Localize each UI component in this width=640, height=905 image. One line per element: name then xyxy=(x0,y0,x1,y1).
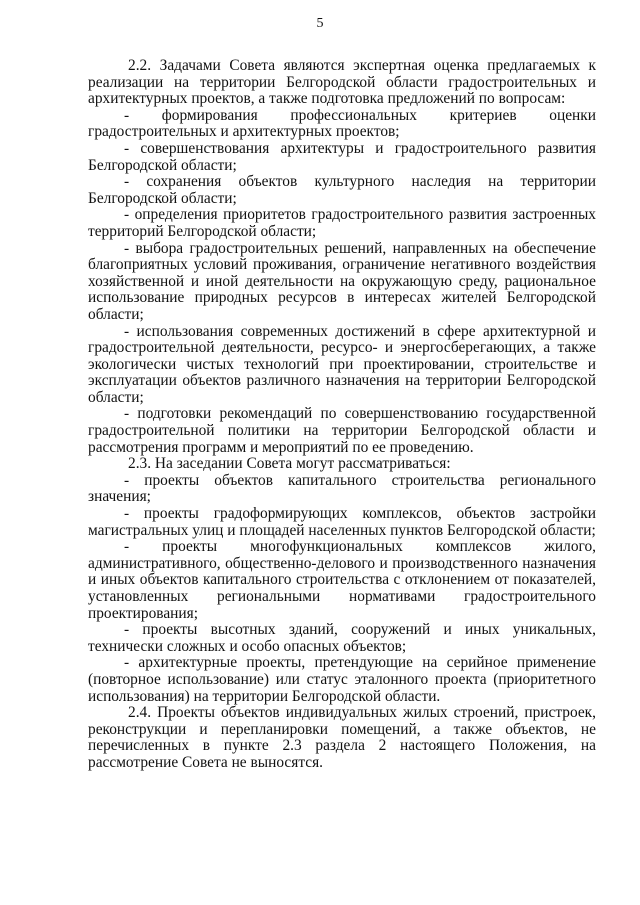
list-item: - определения приоритетов градостроительного развития застроенных территорий Белгородской области; xyxy=(88,206,596,240)
list-item: - совершенствования архитектуры и градостроительного развития Белгородской области; xyxy=(88,139,596,174)
page-number: 5 xyxy=(316,16,324,31)
list-item: - сохранения объектов культурного наследия на территории Белгородской области; xyxy=(88,173,596,207)
list-item: - архитектурные проекты, претендующие на серийное применение (повторное использование) или статус эталонного проекта (приоритетного использования) на территории Белгородской области. xyxy=(88,654,596,705)
list-item: - выбора градостроительных решений, направленных на обеспечение благоприятных условий проживания, ограничение негативного воздействия хозяйственной и иной деятельности на окружающую среду, рациональное использование природных ресурсов в интересах жителей Белгородской области; xyxy=(88,239,596,323)
list-item: - проекты объектов капитального строительства регионального значения; xyxy=(88,471,596,506)
document-body xyxy=(88,58,596,772)
list-item: - использования современных достижений в сфере архитектурной и градостроительной деятельности, ресурсо- и энергосберегающих, а также экологически чистых технологий при проектировании, строительстве и эксплуатации объектов различного назначения на территории Белгородской области; xyxy=(88,322,596,406)
list-item: - подготовки рекомендаций по совершенствованию государственной градостроительной политики на территории Белгородской области и рассмотрения программ и мероприятий по ее проведению. xyxy=(88,405,596,456)
list-item: - проекты градоформирующих комплексов, объектов застройки магистральных улиц и площадей населенных пунктов Белгородской области; xyxy=(88,505,596,539)
list-item: - проекты высотных зданий, сооружений и иных уникальных, технически сложных и особо опасных объектов; xyxy=(88,621,596,655)
paragraph-2-4: 2.4. Проекты объектов индивидуальных жилых строений, пристроек, реконструкции и перепланировки помещений, а также объектов, не перечисленных в пункте 2.3 раздела 2 настоящего Положения, на рассмотрение Совета не выносятся. xyxy=(88,704,596,771)
list-item: - формирования профессиональных критериев оценки градостроительных и архитектурных проектов; xyxy=(88,106,596,141)
paragraph-2-2: 2.2. Задачами Совета являются экспертная оценка предлагаемых к реализации на территории Белгородской области градостроительных и архитектурных проектов, а также подготовка предложений по вопросам: xyxy=(88,57,596,108)
paragraph-2-3: 2.3. На заседании Совета могут рассматриваться: xyxy=(128,455,451,473)
list-item: - проекты многофункциональных комплексов жилого, административного, общественно-делового и производственного назначения и иных объектов капитального строительства с отклонением от показателей, установленных региональными нормативами градостроительного проектирования; xyxy=(88,538,596,622)
